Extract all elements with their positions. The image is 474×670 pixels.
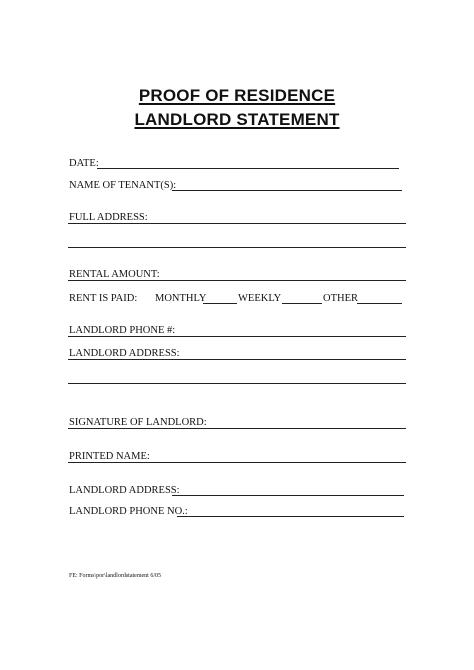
full-address-field[interactable] bbox=[68, 223, 406, 224]
landlord-address-label: LANDLORD ADDRESS: bbox=[69, 348, 180, 359]
rental-amount-label: RENTAL AMOUNT: bbox=[69, 269, 160, 280]
landlord-phone-no-field[interactable] bbox=[177, 516, 404, 517]
full-address-field-line-2[interactable] bbox=[68, 247, 406, 248]
landlord-address-2-label: LANDLORD ADDRESS: bbox=[69, 485, 180, 496]
signature-field[interactable] bbox=[68, 428, 406, 429]
weekly-field[interactable] bbox=[282, 303, 322, 304]
landlord-address-2-field[interactable] bbox=[172, 495, 404, 496]
landlord-address-field-line-2[interactable] bbox=[68, 383, 406, 384]
form-title-line-2: LANDLORD STATEMENT bbox=[134, 110, 340, 129]
tenant-name-field[interactable] bbox=[172, 190, 402, 191]
landlord-phone-no-label: LANDLORD PHONE NO.: bbox=[69, 506, 188, 517]
full-address-label: FULL ADDRESS: bbox=[69, 212, 148, 223]
printed-name-field[interactable] bbox=[68, 462, 406, 463]
signature-label: SIGNATURE OF LANDLORD: bbox=[69, 417, 207, 428]
other-field[interactable] bbox=[357, 303, 402, 304]
rent-option-weekly: WEEKLY bbox=[238, 293, 282, 304]
rent-option-other: OTHER bbox=[323, 293, 358, 304]
date-label: DATE: bbox=[69, 158, 99, 169]
rent-option-monthly: MONTHLY bbox=[155, 293, 207, 304]
rental-amount-field[interactable] bbox=[68, 280, 406, 281]
form-footer-reference: FE: Forms\por\landlordstatement 6/05 bbox=[69, 573, 161, 579]
printed-name-label: PRINTED NAME: bbox=[69, 451, 150, 462]
rent-paid-label: RENT IS PAID: bbox=[69, 293, 138, 304]
date-field[interactable] bbox=[97, 168, 399, 169]
landlord-phone-field[interactable] bbox=[68, 336, 406, 337]
landlord-phone-label: LANDLORD PHONE #: bbox=[69, 325, 176, 336]
monthly-field[interactable] bbox=[203, 303, 237, 304]
form-title-line-1: PROOF OF RESIDENCE bbox=[138, 86, 336, 105]
tenant-name-label: NAME OF TENANT(S): bbox=[69, 180, 177, 191]
landlord-address-field[interactable] bbox=[68, 359, 406, 360]
